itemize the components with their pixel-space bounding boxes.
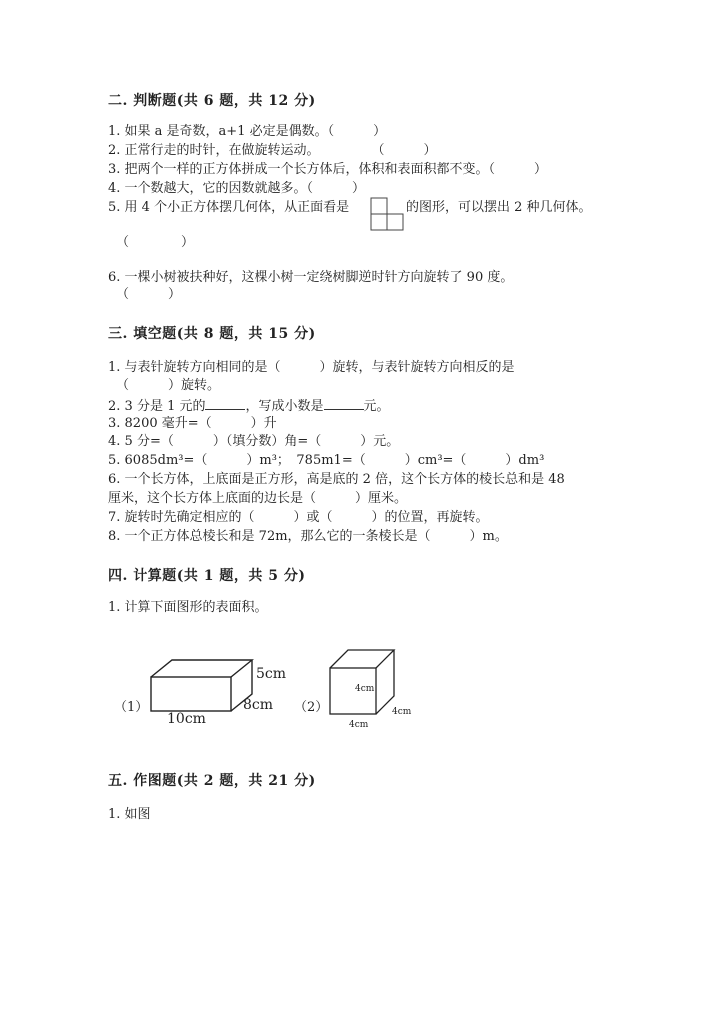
cube-height-label: 4cm — [355, 684, 375, 694]
section-3-title: 三. 填空题(共 8 题，共 15 分) — [108, 326, 316, 342]
cuboid-top-face — [151, 660, 252, 677]
s2-question-6: 6. 一棵小树被扶种好，这棵小树一定绕树脚逆时针方向旋转了 90 度。 — [108, 270, 514, 285]
s3-q2-part-c: 元。 — [363, 399, 390, 414]
figure-1-label: （1） — [114, 700, 149, 715]
s3-question-8: 8. 一个正方体总棱长和是 72m，那么它的一条棱长是（ ）m。 — [108, 529, 508, 544]
cube-depth-label: 4cm — [392, 707, 412, 717]
s3-question-5: 5. 6085dm³=（ ）m³； 785m1=（ ）cm³=（ ）dm³ — [108, 453, 545, 468]
s3-question-6-line-b: 厘米，这个长方体上底面的边长是（ ）厘米。 — [108, 491, 408, 506]
figure-2-label: （2） — [294, 700, 329, 715]
s2-question-4: 4. 一个数越大，它的因数就越多。（ ） — [108, 181, 366, 196]
front-view-square-bottom-left — [371, 214, 387, 230]
s2-question-5-part-b: 的图形，可以摆出 2 种几何体。 — [406, 200, 592, 215]
section-5-title: 五. 作图题(共 2 题，共 21 分) — [108, 773, 316, 789]
s2-question-3: 3. 把两个一样的正方体拼成一个长方体后，体积和表面积都不变。（ ） — [108, 162, 548, 177]
section-4-title: 四. 计算题(共 1 题，共 5 分) — [108, 568, 306, 584]
cuboid-width-label: 8cm — [243, 697, 274, 713]
front-view-grid-figure — [370, 197, 406, 233]
cuboid-front-face — [151, 677, 231, 711]
s3-question-6-line-a: 6. 一个长方体，上底面是正方形，高是底的 2 倍，这个长方体的棱长总和是 48 — [108, 472, 565, 487]
section-2-title: 二. 判断题(共 6 题，共 12 分) — [108, 93, 316, 109]
s2-question-6-answer: （ ） — [116, 287, 182, 302]
front-view-square-top — [371, 198, 387, 214]
blank-line — [205, 396, 245, 410]
s3-question-1-line-b: （ ）旋转。 — [116, 378, 221, 393]
s3-question-4: 4. 5 分=（ ）（填分数）角=（ ）元。 — [108, 434, 400, 449]
s2-question-5-answer: （ ） — [116, 235, 195, 250]
cuboid-height-label: 5cm — [256, 666, 287, 682]
cube-width-label: 4cm — [349, 720, 369, 730]
cuboid-length-label: 10cm — [167, 711, 206, 727]
s3-q2-part-a: 2. 3 分是 1 元的 — [108, 399, 206, 414]
s3-question-1-line-a: 1. 与表针旋转方向相同的是（ ）旋转，与表针旋转方向相反的是 — [108, 360, 515, 375]
s3-question-3: 3. 8200 毫升=（ ）升 — [108, 416, 277, 431]
s2-question-5-part-a: 5. 用 4 个小正方体摆几何体，从正面看是 — [108, 200, 350, 215]
s2-question-1: 1. 如果 a 是奇数，a+1 必定是偶数。（ ） — [108, 124, 387, 139]
s3-question-2 — [108, 396, 390, 416]
s3-q2-part-b: ，写成小数是 — [245, 399, 324, 414]
cube-top-face — [330, 650, 394, 668]
s5-question-1: 1. 如图 — [108, 807, 151, 822]
front-view-square-bottom-right — [387, 214, 403, 230]
blank-line — [324, 396, 364, 410]
s3-question-7: 7. 旋转时先确定相应的（ ）或（ ）的位置，再旋转。 — [108, 510, 489, 525]
s4-question-1: 1. 计算下面图形的表面积。 — [108, 600, 268, 615]
s2-question-2: 2. 正常行走的时针，在做旋转运动。 （ ） — [108, 143, 437, 158]
